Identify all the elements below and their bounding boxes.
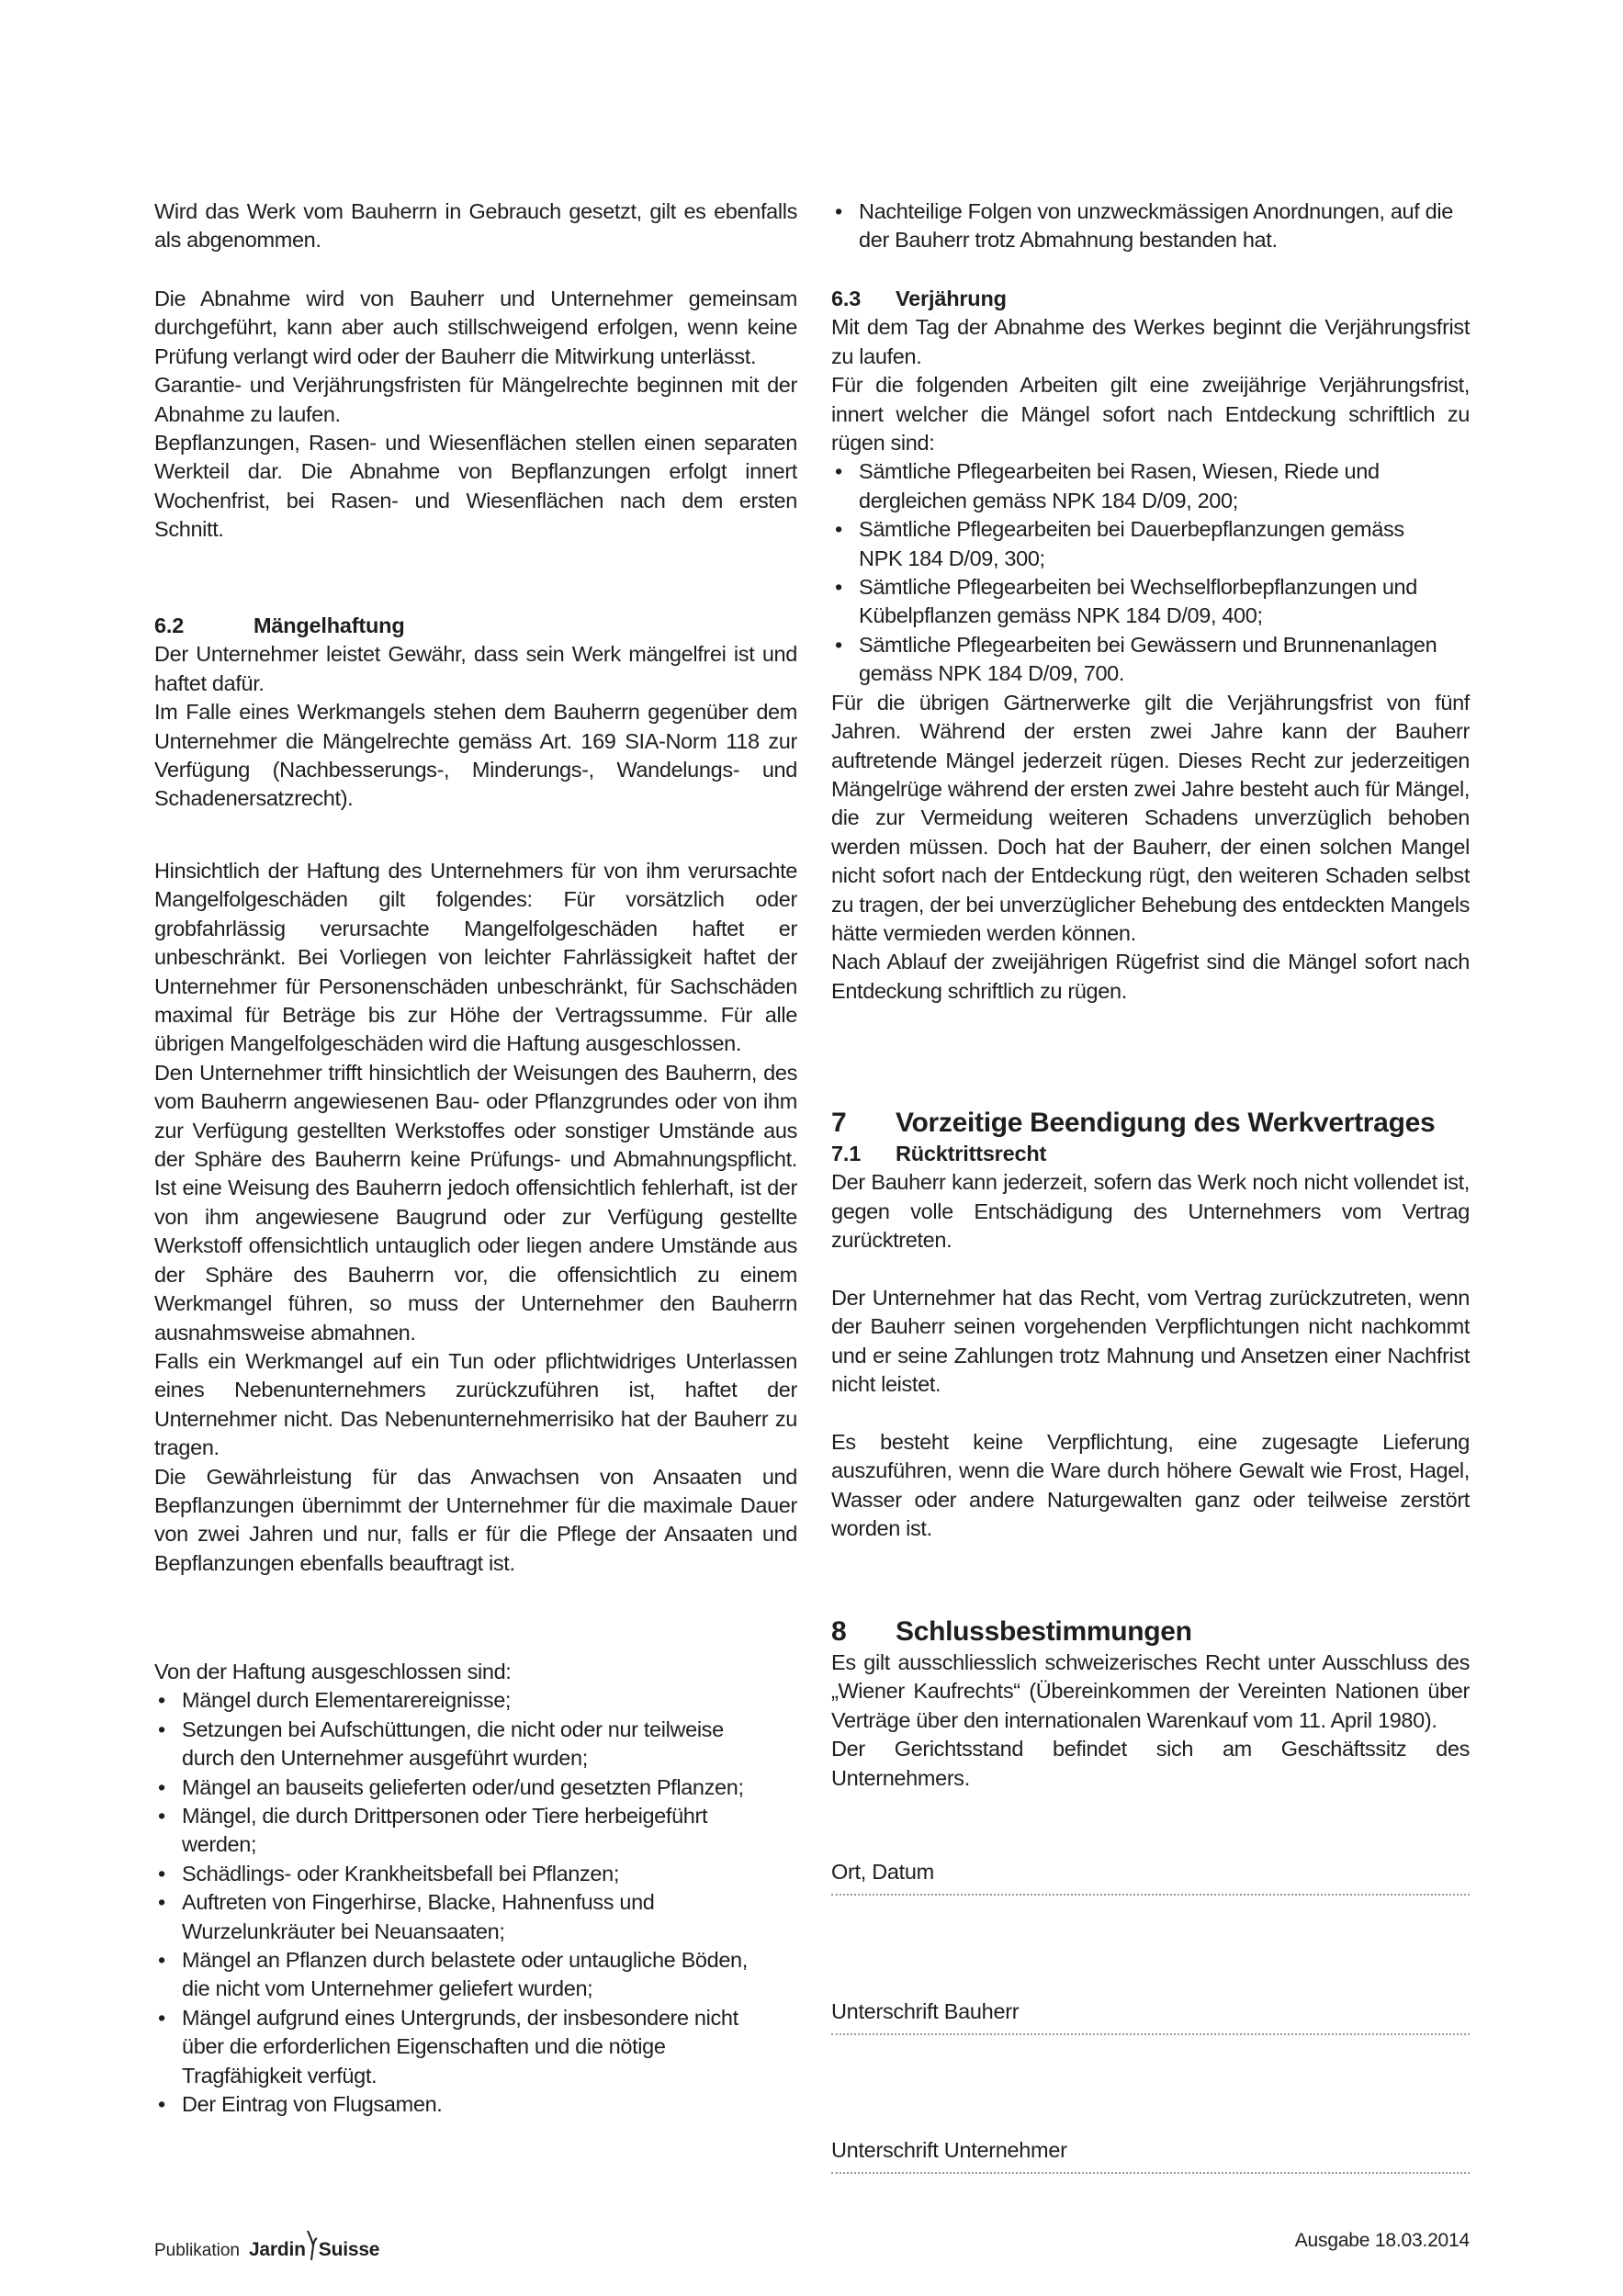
list-item: • Mängel an Pflanzen durch belastete oder untaugliche Böden, die nicht vom Unternehmer geliefert wurden; bbox=[158, 1948, 748, 2001]
list-item: • Auftreten von Fingerhirse, Blacke, Hahnenfuss und Wurzelunkräuter bei Neuansaaten; bbox=[158, 1890, 655, 1943]
chapter-heading bbox=[831, 1615, 1470, 1649]
section-8 bbox=[831, 1615, 1470, 1793]
section-title: Rücktrittsrecht bbox=[896, 1142, 1047, 1165]
bullet-icon: • bbox=[158, 1948, 165, 1973]
bullet-icon: • bbox=[835, 517, 842, 542]
paragraph: Bepflanzungen, Rasen- und Wiesenflächen stellen einen separaten Werkteil dar. Die Abnahme von Bepflanzungen erfolgt innert Wochenfrist, bei Rasen- und Wiesenflächen nach dem ersten Schnitt. bbox=[154, 431, 797, 542]
signature-contractor[interactable] bbox=[831, 2136, 1470, 2174]
section-number: 6.3 bbox=[831, 287, 862, 310]
section-7 bbox=[831, 1107, 1470, 1255]
paragraph: Die Abnahme wird von Bauherr und Unternehmer gemeinsam durchgeführt, kann aber auch stillschweigend erfolgen, wenn keine Prüfung verlangt wird oder der Bauherr die Mitwirkung unterlässt. bbox=[154, 287, 797, 368]
list-item: • Der Eintrag von Flugsamen. bbox=[154, 2090, 797, 2119]
bullet-icon: • bbox=[835, 199, 842, 223]
signature-client[interactable] bbox=[831, 1998, 1470, 2035]
signature-place-date[interactable] bbox=[831, 1858, 1470, 1896]
paragraph: Der Unternehmer leistet Gewähr, dass sein Werk mängelfrei ist und haftet dafür. bbox=[154, 642, 797, 695]
section-number: 7.1 bbox=[831, 1142, 862, 1165]
left-column bbox=[154, 0, 797, 2296]
contractor-signature-label: Unterschrift Unternehmer bbox=[831, 2138, 1067, 2162]
bullet-icon: • bbox=[835, 575, 842, 600]
paragraph: Mit dem Tag der Abnahme des Werkes beginnt die Verjährungsfrist zu laufen. bbox=[831, 315, 1470, 368]
contractor-signature-line[interactable] bbox=[831, 2172, 1470, 2174]
place-date-label: Ort, Datum bbox=[831, 1860, 934, 1884]
exclusions bbox=[154, 1658, 797, 2120]
list-item: • Sämtliche Pflegearbeiten bei Wechselflorbepflanzungen und Kübelpflanzen gemäss NPK 184 D/09, 400; bbox=[835, 575, 1417, 628]
paragraph: Der Gerichtsstand befindet sich am Geschäftssitz des Unternehmers. bbox=[831, 1737, 1470, 1790]
paragraph: Es besteht keine Verpflichtung, eine zugesagte Lieferung auszuführen, wenn die Ware durch höhere Gewalt wie Frost, Hagel, Wasser oder andere Naturgewalten ganz oder teilweise zerstört worden ist. bbox=[831, 1430, 1470, 1541]
section-title: Mängelhaftung bbox=[254, 613, 405, 637]
section-heading bbox=[831, 285, 1470, 313]
list-item: • Sämtliche Pflegearbeiten bei Gewässern und Brunnenanlagen gemäss NPK 184 D/09, 700. bbox=[835, 632, 1437, 686]
bullet-icon: • bbox=[158, 1688, 165, 1713]
chapter-title: Schlussbestimmungen bbox=[896, 1616, 1192, 1647]
paragraph: Nach Ablauf der zweijährigen Rügefrist sind die Mängel sofort nach Entdeckung schriftlich zu rügen. bbox=[831, 950, 1470, 1003]
client-signature-label: Unterschrift Bauherr bbox=[831, 1999, 1020, 2023]
chapter-title: Vorzeitige Beendigung des Werkvertrages bbox=[896, 1108, 1436, 1138]
continued-list bbox=[831, 197, 1470, 255]
list-item: • Sämtliche Pflegearbeiten bei Rasen, Wiesen, Riede und dergleichen gemäss NPK 184 D/09, 200; bbox=[835, 459, 1380, 512]
section-heading bbox=[154, 612, 797, 640]
chapter-number: 7 bbox=[831, 1108, 847, 1138]
list-item: • Mängel aufgrund eines Untergrunds, der insbesondere nicht über die erforderlichen Eigenschaften und die nötige Tragfähigkeit verfügt. bbox=[158, 2005, 738, 2088]
section-6-3 bbox=[831, 285, 1470, 1006]
paragraph: Der Bauherr kann jederzeit, sofern das Werk noch nicht vollendet ist, gegen volle Entschädigung des Unternehmers vom Vertrag zurücktreten. bbox=[831, 1170, 1470, 1253]
section-6-2 bbox=[154, 612, 797, 814]
footer-publisher bbox=[154, 2230, 379, 2261]
list-item: • Setzungen bei Aufschüttungen, die nicht oder nur teilweise durch den Unternehmer ausgeführt wurden; bbox=[158, 1716, 724, 1771]
paragraph: Hinsichtlich der Haftung des Unternehmers für von ihm verursachte Mangelfolgeschäden gilt folgendes: Für vorsätzlich oder grobfahrlässig verursachte Mangelfolgeschäden haftet er unbeschränkt. Bei Vorliegen von leichter Fahrlässigkeit haftet der Unternehmer für Personenschäden unbeschränkt, für Sachschäden maximal für Beträge bis zur Höhe der Vertragssumme. Für alle übrigen Mangelfolgeschäden wird die Haftung ausgeschlossen. bbox=[154, 859, 797, 1056]
paragraph: Wird das Werk vom Bauherrn in Gebrauch gesetzt, gilt es ebenfalls als abgenommen. bbox=[154, 199, 797, 253]
section-title: Verjährung bbox=[896, 287, 1007, 310]
chapter-heading bbox=[831, 1107, 1470, 1140]
two-year-list bbox=[831, 457, 1470, 688]
list-item: • Schädlings- oder Krankheitsbefall bei Pflanzen; bbox=[154, 1860, 797, 1888]
bullet-icon: • bbox=[158, 1774, 165, 1799]
bullet-icon: • bbox=[835, 632, 842, 657]
publication-label: Publikation bbox=[154, 2241, 240, 2260]
paragraph: Die Gewährleistung für das Anwachsen von Ansaaten und Bepflanzungen übernimmt der Unternehmer für die maximale Dauer von zwei Jahren und nur, falls er für die Pflege der Ansaaten und Bepflanzungen ebenfalls beauftragt ist. bbox=[154, 1464, 797, 1575]
bullet-icon: • bbox=[158, 2005, 165, 2030]
paragraph: Falls ein Werkmangel auf ein Tun oder pflichtwidriges Unterlassen eines Nebenunternehmers zurückzuführen ist, haftet der Unternehmer nicht. Das Nebenunternehmerrisiko hat der Bauherr zu tragen. bbox=[154, 1348, 797, 1460]
paragraph: Den Unternehmer trifft hinsichtlich der Weisungen des Bauherrn, des vom Bauherrn angewiesenen Bau- oder Pflanzgrundes oder von ihm zur Verfügung gestellten Werkstoffes oder sonstiger Umstände aus der Sphäre des Bauherrn keine Prüfungs- und Abmahnungspflicht. Ist eine Weisung des Bauherrn jedoch offensichtlich fehlerhaft, ist der von ihm angewiesene Baugrund oder zur Verfügung gestellte Werkstoff offensichtlich untauglich oder liegen andere Umstände aus der Sphäre des Bauherrn vor, die offensichtlich zu einem Werkmangel führen, so muss der Unternehmer den Bauherrn ausnahmsweise abmahnen. bbox=[154, 1060, 797, 1345]
paragraph: Im Falle eines Werkmangels stehen dem Bauherrn gegenüber dem Unternehmer die Mängelrechte gemäss Art. 169 SIA-Norm 118 zur Verfügung (Nachbesserungs-, Minderungs-, Wandelungs- und Schadenersatzrecht). bbox=[154, 700, 797, 811]
exclusions-intro: Von der Haftung ausgeschlossen sind: bbox=[154, 1660, 512, 1683]
bullet-icon: • bbox=[158, 1890, 165, 1915]
paragraph: Für die übrigen Gärtnerwerke gilt die Verjährungsfrist von fünf Jahren. Während der ersten zwei Jahre kann der Bauherr auftretende Mängel jederzeit rügen. Dieses Recht zur jederzeitigen Mängelrüge während der ersten zwei Jahre besteht auch für Mängel, die zur Vermeidung weiteren Schadens unverzüglich behoben werden müssen. Doch hat der Bauherr, der einen solchen Mangel nicht sofort nach der Entdeckung rügt, den weiteren Schaden selbst zu tragen, der bei unverzüglicher Behebung des entdeckten Mangels hätte vermieden werden können. bbox=[831, 690, 1470, 945]
bullet-icon: • bbox=[835, 459, 842, 484]
bullet-icon: • bbox=[158, 1716, 165, 1741]
bullet-icon: • bbox=[158, 1804, 165, 1829]
edition-date: Ausgabe 18.03.2014 bbox=[1294, 2230, 1470, 2251]
list-item: • Mängel durch Elementarereignisse; bbox=[154, 1686, 797, 1715]
logo-stem-icon bbox=[307, 2230, 318, 2261]
place-date-line[interactable] bbox=[831, 1894, 1470, 1896]
paragraph: Für die folgenden Arbeiten gilt eine zweijährige Verjährungsfrist, innert welcher die Mängel sofort nach Entdeckung schriftlich zu rügen sind: bbox=[831, 373, 1470, 456]
right-column bbox=[831, 0, 1470, 2296]
bullet-icon: • bbox=[158, 1861, 165, 1885]
list-item: • Sämtliche Pflegearbeiten bei Dauerbepflanzungen gemäss NPK 184 D/09, 300; bbox=[835, 517, 1404, 570]
paragraph: Garantie- und Verjährungsfristen für Mängelrechte beginnen mit der Abnahme zu laufen. bbox=[154, 373, 797, 426]
paragraph: Es gilt ausschliesslich schweizerisches Recht unter Ausschluss des „Wiener Kaufrechts“ (Übereinkommen der Vereinten Nationen über Verträge über den internationalen Warenkauf vom 11. April 1980). bbox=[831, 1650, 1470, 1732]
list-item: • Mängel, die durch Drittpersonen oder Tiere herbeigeführt werden; bbox=[158, 1804, 708, 1857]
jardin-suisse-logo: Jardin Suisse bbox=[249, 2230, 379, 2261]
exclusions-list bbox=[154, 1686, 797, 2119]
list-item: • Nachteilige Folgen von unzweckmässigen Anordnungen, auf die der Bauherr trotz Abmahnung bestanden hat. bbox=[835, 199, 1453, 253]
list-item: • Mängel an bauseits gelieferten oder/und gesetzten Pflanzen; bbox=[154, 1773, 797, 1802]
bullet-icon: • bbox=[158, 2092, 165, 2117]
chapter-number: 8 bbox=[831, 1616, 847, 1647]
paragraph: Der Unternehmer hat das Recht, vom Vertrag zurückzutreten, wenn der Bauherr seinen vorgehenden Verpflichtungen nicht nachkommt und er seine Zahlungen trotz Mahnung und Ansetzen einer Nachfrist nicht leistet. bbox=[831, 1286, 1470, 1397]
section-number: 6.2 bbox=[154, 613, 185, 637]
section-heading bbox=[831, 1140, 1470, 1168]
client-signature-line[interactable] bbox=[831, 2033, 1470, 2035]
